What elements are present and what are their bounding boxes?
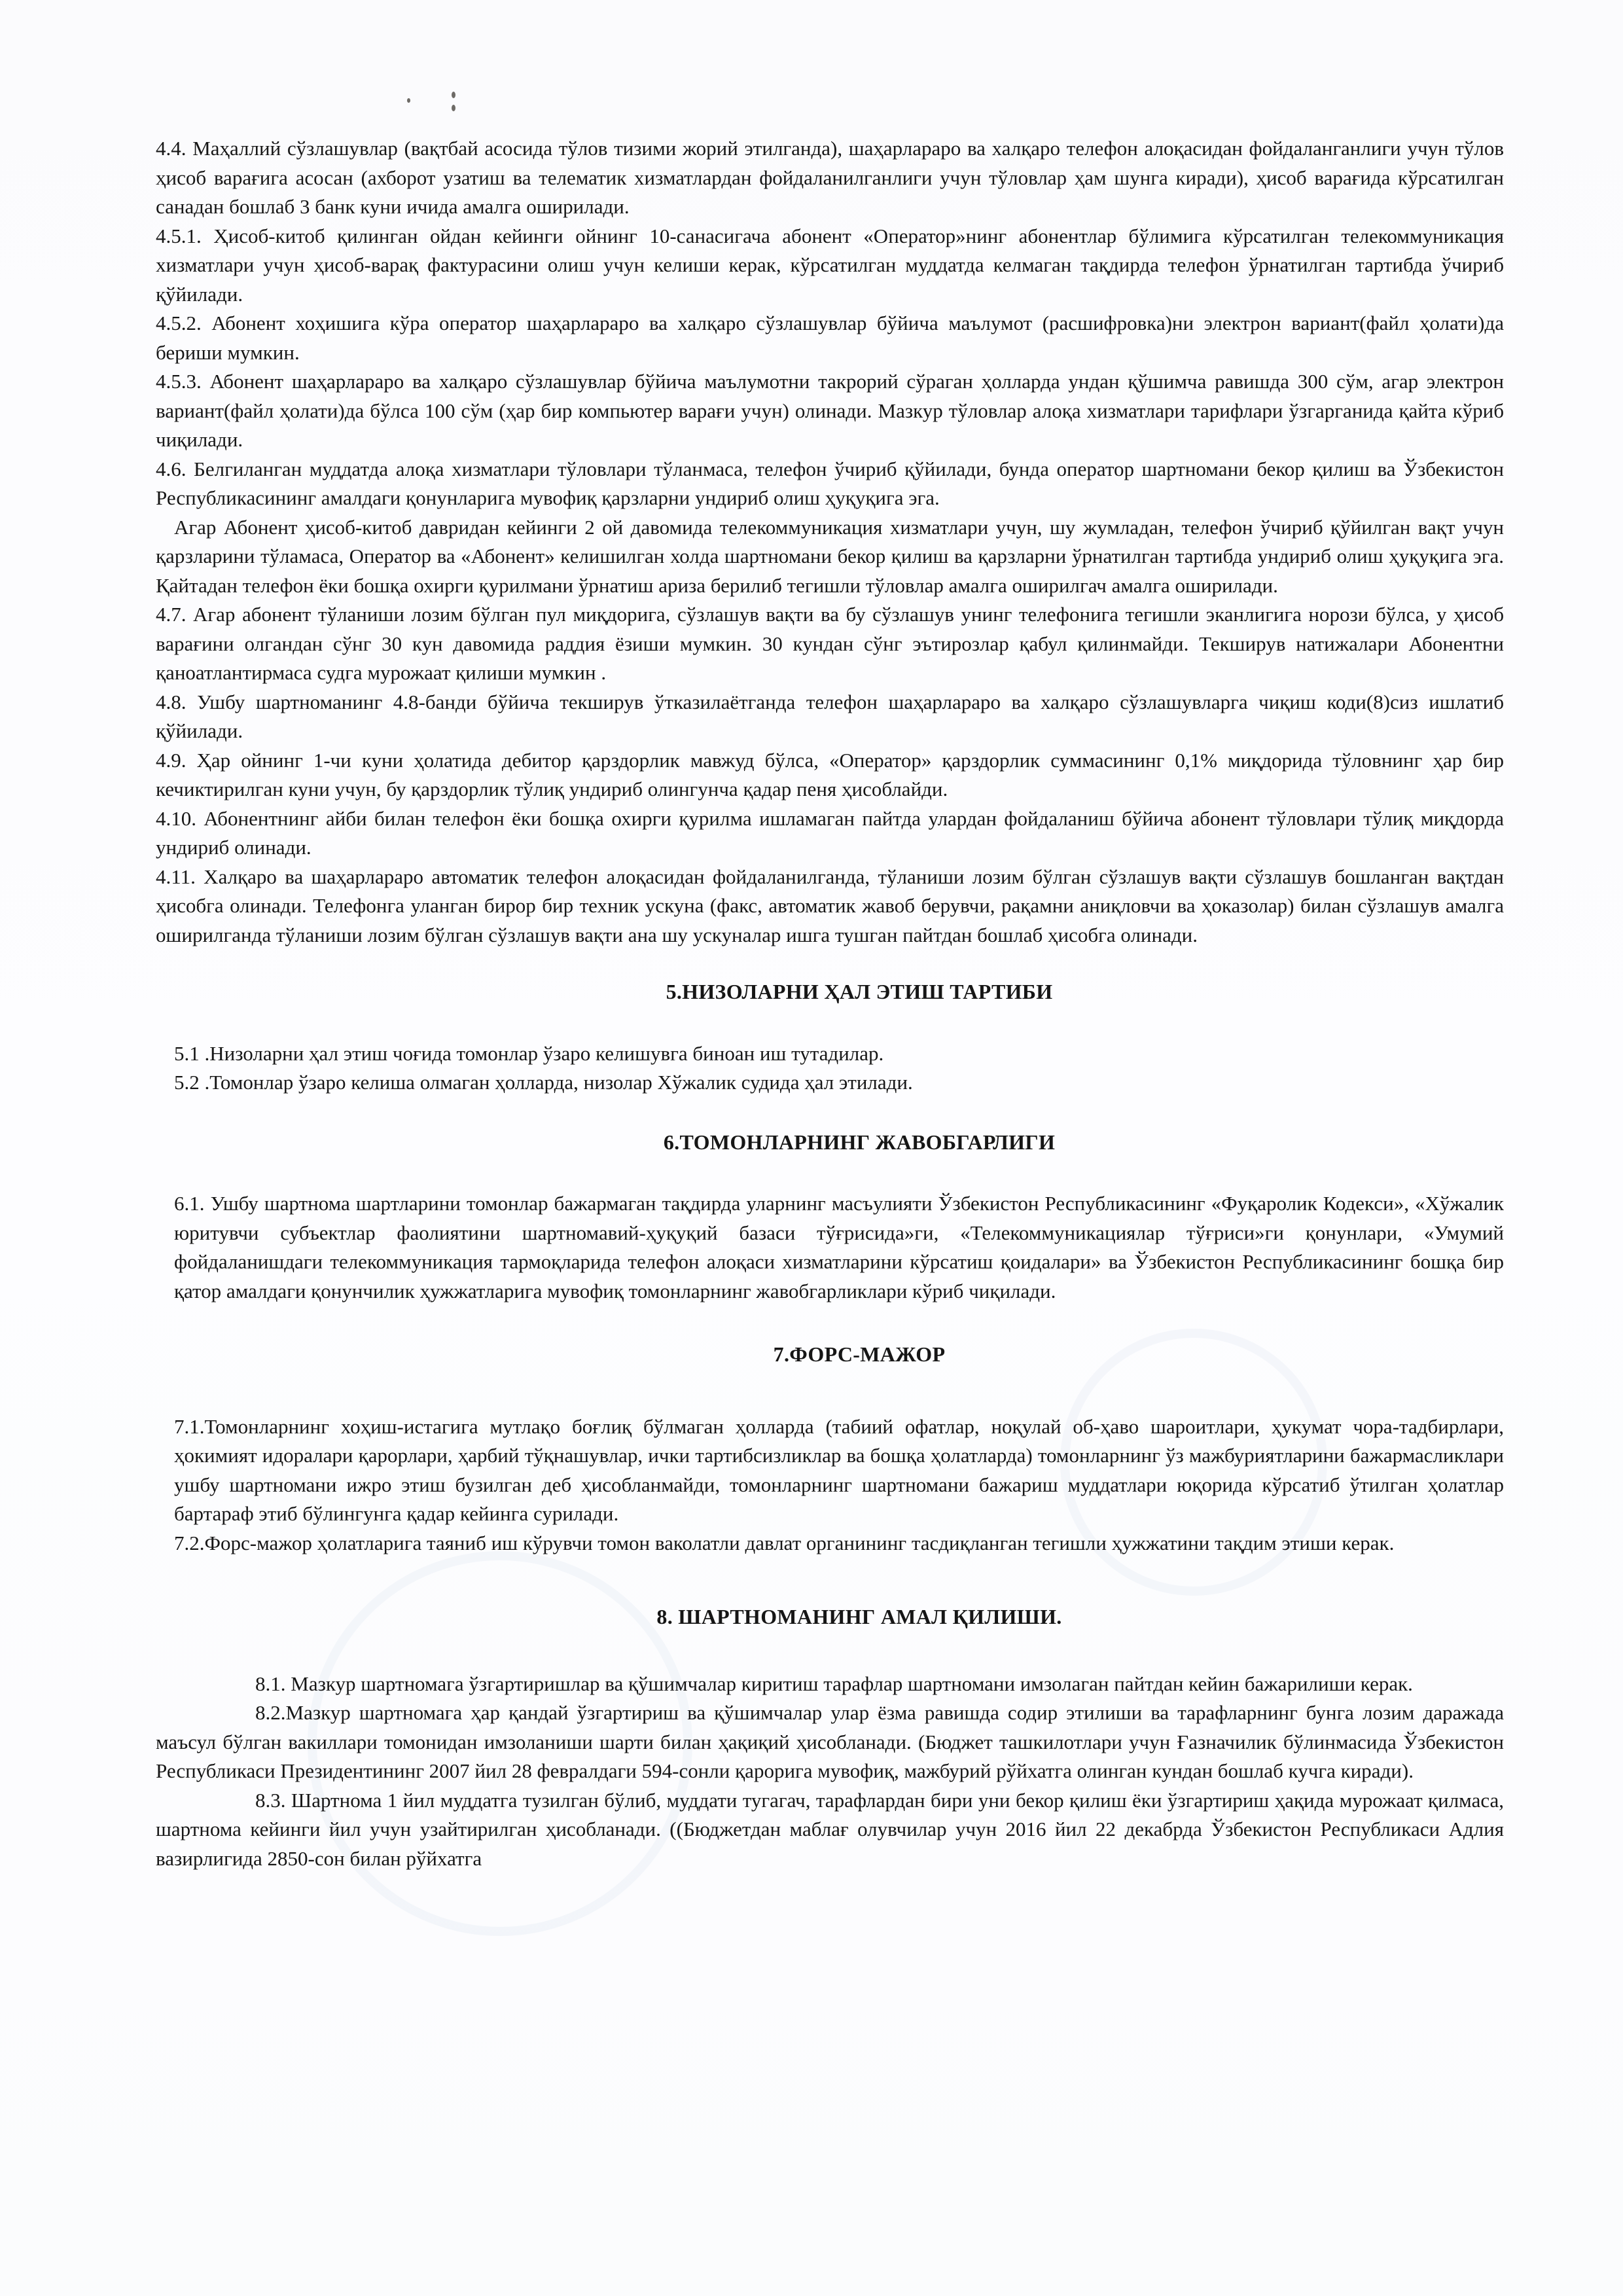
clause-5-1: 5.1 .Низоларни ҳал этиш чоғида томонлар ўзаро келишувга биноан иш тутадилар. [174,1041,884,1065]
section-6-title: 6.ТОМОНЛАРНИНГ ЖАВОБГАРЛИГИ [663,1130,1056,1154]
section-5-body [156,1039,1504,1098]
scan-speck [452,92,455,98]
clause-4-11: 4.11. Халқаро ва шаҳарлараро автоматик телефон алоқасидан фойдаланилганда, тўланиши лозим бўлган сўзлашув вақти сўзлашув бошланган вақтдан ҳисобга олинади. Телефонга уланган бирор бир техник ускуна (факс, автоматик жавоб берувчи, рақамни аниқловчи ва ҳоказолар) билан сўзлашув амалга оширилганда тўланиши лозим бўлган сўзлашув вақти ана шу ускуналар ишга тушган пайтдан бошлаб ҳисобга олинади. [156,865,1504,946]
clause-4-6: 4.6. Белгиланган муддатда алоқа хизматлари тўловлари тўланмаса, телефон ўчириб қўйилади, бунда оператор шартномани бекор қилиш ва Ўзбекистон Республикасининг амалдаги қонунларига мувофиқ қарзларни ундириб олиш ҳуқуқига эга. [156,457,1504,509]
clause-4-10: 4.10. Абонентнинг айби билан телефон ёки бошқа охирги қурилма ишламаган пайтда улардан фойдаланиш бўйича абонент тўловлари тўлиқ миқдорда ундириб олинади. [156,806,1504,859]
section-5-title: 5.НИЗОЛАРНИ ҲАЛ ЭТИШ ТАРТИБИ [666,980,1053,1003]
clause-7-1: 7.1.Томонларнинг хоҳиш-истагига мутлақо боғлиқ бўлмаган ҳолларда (табиий офатлар, ноқулай об-ҳаво шароитлари, ҳукумат чора-тадбирлари, ҳокимият идоралари қарорлари, ҳарбий тўқнашувлар, ички тартибсизликлар ва бошқа ҳолатларда) томонларнинг ўз мажбуриятларини бажармасликлари ушбу шартномани ижро этиш бузилган деб ҳисобланмайди, томонларнинг шартномани бажариш муддатлари юқорида кўрсатиб ўтилган ҳолатлар бартараф этиб бўлингунга қадар кейинга сурилади. [174,1414,1504,1525]
clause-8-2: 8.2.Мазкур шартномага ҳар қандай ўзгартириш ва қўшимчалар улар ёзма равишда содир этилиши ва тарафларнинг бунга лозим даражада маъсул бўлган вакиллари томонидан имзоланиши шарти билан ҳақиқий ҳисобланади. (Бюджет ташкилотлари учун Ғазначилик бўлинмасида Ўзбекистон Республикаси Президентининг 2007 йил 28 февралдаги 594-сонли қарорига мувофиқ, мажбурий рўйхатга олинган кундан бошлаб кучга киради). [156,1701,1504,1782]
section-8-body [156,1670,1504,1874]
clause-4-6-debt: Агар Абонент ҳисоб-китоб давридан кейинги 2 ой давомида телекоммуникация хизматлари учун, шу жумладан, телефон ўчириб қўйилган вақт учун қарзларини тўламаса, Оператор ва «Абонент» келишилган холда шартномани бекор қилиш ва қарзларни ўрнатилган тартибда ундириб олиш ҳуқуқига эга. Қайтадан телефон ёки бошқа охирги қурилмани ўрнатиш ариза берилиб тегишли тўловлар амалга оширилгач амалга оширилади. [156,515,1504,597]
clause-4-9: 4.9. Ҳар ойнинг 1-чи куни ҳолатида дебитор қарздорлик мавжуд бўлса, «Оператор» қарздорлик суммасининг 0,1% миқдорида тўловнинг ҳар бир кечиктирилган куни учун, бу қарздорлик тўлиқ ундириб олингунча қадар пеня ҳисоблайди. [156,748,1504,800]
clause-7-2: 7.2.Форс-мажор ҳолатларига таяниб иш кўрувчи томон ваколатли давлат органининг тасдиқланган тегишли ҳужжатини тақдим этиши керак. [174,1531,1395,1554]
document-body [156,134,1504,1873]
clause-8-1: 8.1. Мазкур шартномага ўзгартиришлар ва қўшимчалар киритиш тарафлар шартномани имзолаган пайтдан кейин бажарилиши керак. [255,1672,1413,1695]
clause-8-3: 8.3. Шартнома 1 йил муддатга тузилган бўлиб, муддати тугагач, тарафлардан бири уни бекор қилиш ёки ўзгартириш ҳақида мурожаат қилмаса, шартнома кейинги йил учун узайтирилган ҳисобланади. ((Бюджетдан маблағ олувчилар учун 2016 йил 22 декабрда Ўзбекистон Республикаси Адлия вазирлигида 2850-сон билан рўйхатга [156,1788,1504,1870]
section-6-body [156,1189,1504,1306]
clause-4-8: 4.8. Ушбу шартноманинг 4.8-банди бўйича текширув ўтказилаётганда телефон шаҳарлараро ва халқаро сўзлашувларга чиқиш коди(8)сиз ишлатиб қўйилади. [156,690,1504,742]
clause-4-7: 4.7. Агар абонент тўланиши лозим бўлган пул миқдорига, сўзлашув вақти ва бу сўзлашув унинг телефонига тегишли эканлигига норози бўлса, у ҳисоб варағини олгандан сўнг 30 кун давомида раддия ёзиши мумкин. 30 кундан сўнг эътирозлар қабул қилинмайди. Текширув натижалари Абонентни қаноатлантирмаса судга мурожаат қилиши мумкин . [156,603,1504,684]
clause-5-2: 5.2 .Томонлар ўзаро келиша олмаган ҳолларда, низолар Хўжалик судида ҳал этилади. [174,1071,913,1094]
scan-speck [407,98,410,103]
clause-6-1: 6.1. Ушбу шартнома шартларини томонлар бажармаган тақдирда уларнинг масъулияти Ўзбекистон Республикасининг «Фуқаролик Кодекси», «Хўжалик юритувчи субъектлар фаолиятини шартномавий-ҳуқуқий базаси тўғрисида»ги, «Телекоммуникациялар тўғриси»ги қонунлари, «Умумий фойдаланишдаги телекоммуникация тармоқларида телефон алоқаси хизматларини кўрсатиш қоидалари» ва Ўзбекистон Республикасининг бошқа бир қатор амалдаги қонунчилик ҳужжатларига мувофиқ томонларнинг жавобгарликлари кўриб чиқилади. [174,1192,1504,1302]
section-8-title: 8. ШАРТНОМАНИНГ АМАЛ ҚИЛИШИ. [656,1605,1062,1628]
clause-4-4: 4.4. Маҳаллий сўзлашувлар (вақтбай асосида тўлов тизими жорий этилганда), шаҳарлараро ва халқаро телефон алоқасидан фойдаланганлиги учун тўлов ҳисоб варағига асосан (ахборот узатиш ва телематик хизматлардан фойдаланилганлиги учун тўловлар ҳам шунга киради), ҳисоб варағида кўрсатилган санадан бошлаб 3 банк куни ичида амалга оширилади. [156,137,1504,218]
section-4-payments [156,134,1504,950]
clause-4-5-2: 4.5.2. Абонент хоҳишига кўра оператор шаҳарлараро ва халқаро сўзлашувлар бўйича маълумот (расшифровка)ни электрон вариант(файл ҳолати)да бериши мумкин. [156,312,1504,364]
clause-4-5-3: 4.5.3. Абонент шаҳарлараро ва халқаро сўзлашувлар бўйича маълумотни такрорий сўраган ҳолларда ундан қўшимча равишда 300 сўм, агар электрон вариант(файл ҳолати)да бўлса 100 сўм (ҳар бир компьютер варағи учун) олинади. Мазкур тўловлар алоқа хизматлари тарифлари ўзгарганида қайта кўриб чиқилади. [156,370,1504,451]
section-7-body [156,1412,1504,1558]
section-7-title: 7.ФОРС-МАЖОР [773,1342,946,1366]
scan-speck [452,105,455,111]
clause-4-5-1: 4.5.1. Ҳисоб-китоб қилинган ойдан кейинги ойнинг 10-санасигача абонент «Оператор»нинг абонентлар бўлимига кўрсатилган телекоммуникация хизматлари учун ҳисоб-варақ фактурасини олиш учун келиши керак, кўрсатилган муддатда келмаган тақдирда телефон ўрнатилган тартибда ўчириб қўйилади. [156,224,1504,306]
